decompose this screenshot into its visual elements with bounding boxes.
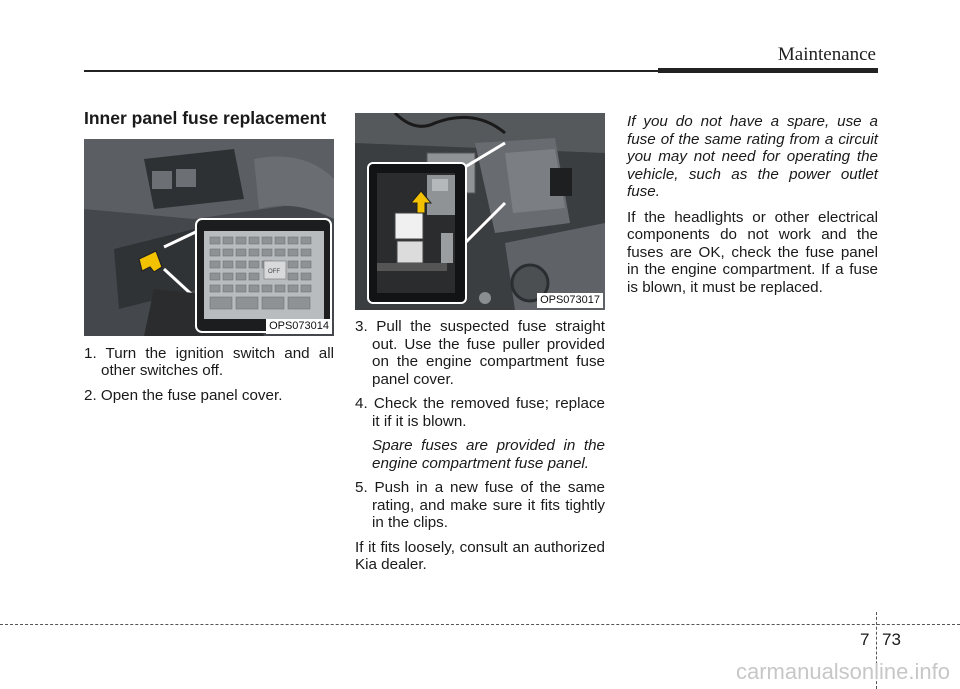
inner-panel-illustration [84, 139, 334, 336]
header-rule-accent [658, 68, 878, 73]
inner-panel-fuse-figure [84, 139, 334, 336]
section-title: Maintenance [777, 44, 876, 65]
left-column [84, 110, 334, 411]
figure-code: OPS073017 [537, 293, 603, 308]
watermark: carmanualsonline.info [735, 659, 950, 684]
headlights-paragraph: If the headlights or other electrical components do not work and the fuses are OK, check the fuse panel in the engine compartment. If a fuse is blown, it must be replaced. [627, 208, 878, 296]
footer-rule [0, 624, 960, 625]
page-number: 73 [882, 630, 901, 649]
engine-compartment-illustration [355, 113, 605, 310]
spare-fuses-note: Spare fuses are provided in the engine compartment fuse panel. [372, 437, 605, 472]
chapter-number: 7 [860, 630, 870, 649]
step-1: 1. Turn the ignition switch and all other switches off. [84, 344, 334, 379]
step-5: 5. Push in a new fuse of the same rating, and make sure it fits tightly in the clips. [355, 479, 605, 531]
right-column [627, 113, 878, 303]
engine-fuse-figure [355, 113, 605, 310]
no-spare-advice: If you do not have a spare, use a fuse of the same rating from a circuit you may not need for operating the vehicle, such as the power outlet fuse. [627, 113, 878, 200]
fuse-off-label: OFF [268, 268, 280, 275]
step-4: 4. Check the removed fuse; replace it if it is blown. [355, 395, 605, 430]
step-2: 2. Open the fuse panel cover. [84, 386, 283, 404]
middle-column [355, 113, 605, 581]
figure-code: OPS073014 [266, 319, 332, 334]
loose-fuse-paragraph: If it fits loosely, consult an authorized Kia dealer. [355, 538, 605, 573]
section-heading: Inner panel fuse replacement [84, 108, 327, 128]
step-3: 3. Pull the suspected fuse straight out. Use the fuse puller provided on the engine compartment fuse panel cover. [355, 318, 605, 388]
